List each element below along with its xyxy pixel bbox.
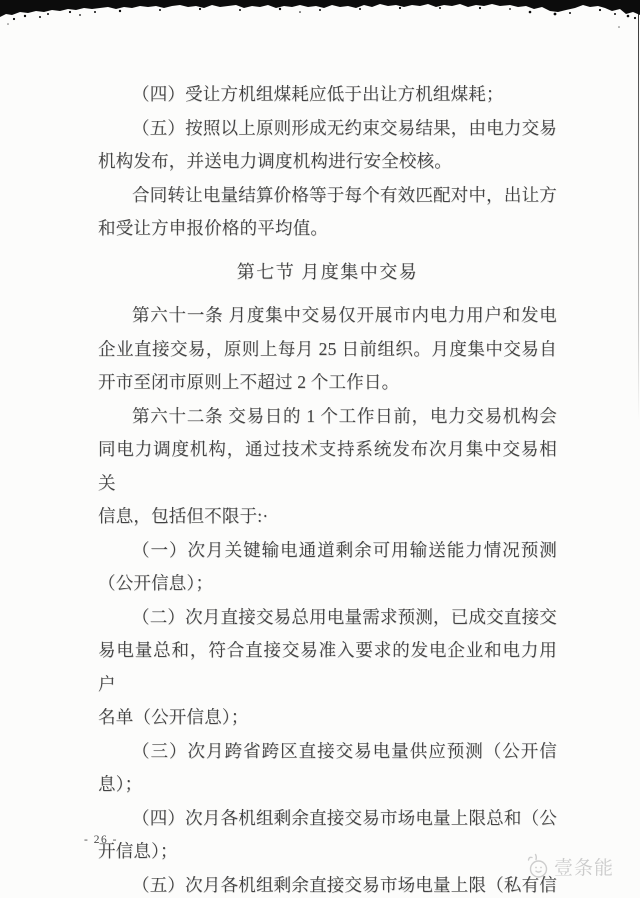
smiley-face-icon bbox=[524, 851, 551, 881]
text-line: 企业直接交易，原则上每月 25 日前组织。月度集中交易自 bbox=[98, 338, 557, 359]
scan-smudge-top-icon bbox=[0, 0, 640, 34]
document-body bbox=[98, 78, 557, 898]
watermark bbox=[524, 851, 614, 881]
text-line: （一）次月关键输电通道剩余可用输送能力情况预测 bbox=[132, 539, 557, 560]
page-number: - 26 - bbox=[84, 834, 118, 846]
text-line: 第六十二条 交易日的 1 个工作日前，电力交易机构会 bbox=[132, 405, 557, 426]
text-line: （四）次月各机组剩余直接交易市场电量上限总和（公 bbox=[132, 807, 557, 828]
text-line: （公开信息）； bbox=[98, 573, 214, 593]
text-line: （二）次月直接交易总用电量需求预测，已成交直接交 bbox=[132, 606, 557, 627]
text-line: （四）受让方机组煤耗应低于出让方机组煤耗； bbox=[132, 84, 504, 104]
text-line: （五）按照以上原则形成无约束交易结果，由电力交易 bbox=[132, 117, 557, 138]
text-line: 和受让方申报价格的平均值。 bbox=[98, 218, 329, 238]
text-line: 开信息）； bbox=[98, 841, 178, 861]
text-line: （三）次月跨省跨区直接交易电量供应预测（公开信 bbox=[132, 740, 557, 761]
text-line: 同电力调度机构，通过技术支持系统发布次月集中交易相关 bbox=[98, 439, 557, 493]
text-line: 合同转让电量结算价格等于每个有效匹配对中，出让方 bbox=[132, 184, 557, 205]
text-line: 第六十一条 月度集中交易仅开展市内电力用户和发电 bbox=[132, 305, 557, 325]
text-line: 机构发布，并送电力调度机构进行安全校核。 bbox=[98, 151, 452, 171]
watermark-text: 壹条能 bbox=[553, 857, 614, 879]
text-line: 名单（公开信息）； bbox=[98, 707, 249, 727]
text-line: （五）次月各机组剩余直接交易市场电量上限（私有信 bbox=[132, 874, 557, 895]
text-line: 息）； bbox=[98, 774, 143, 794]
text-line: 易电量总和，符合直接交易准入要求的发电企业和电力用户 bbox=[98, 640, 557, 694]
text-line: 开市至闭市原则上不超过 2 个工作日。 bbox=[98, 372, 400, 392]
page-edge-shadow-right bbox=[638, 0, 640, 420]
text-line: 信息，包括但不限于:· bbox=[98, 506, 269, 526]
section-heading: 第七节 月度集中交易 bbox=[236, 261, 419, 282]
